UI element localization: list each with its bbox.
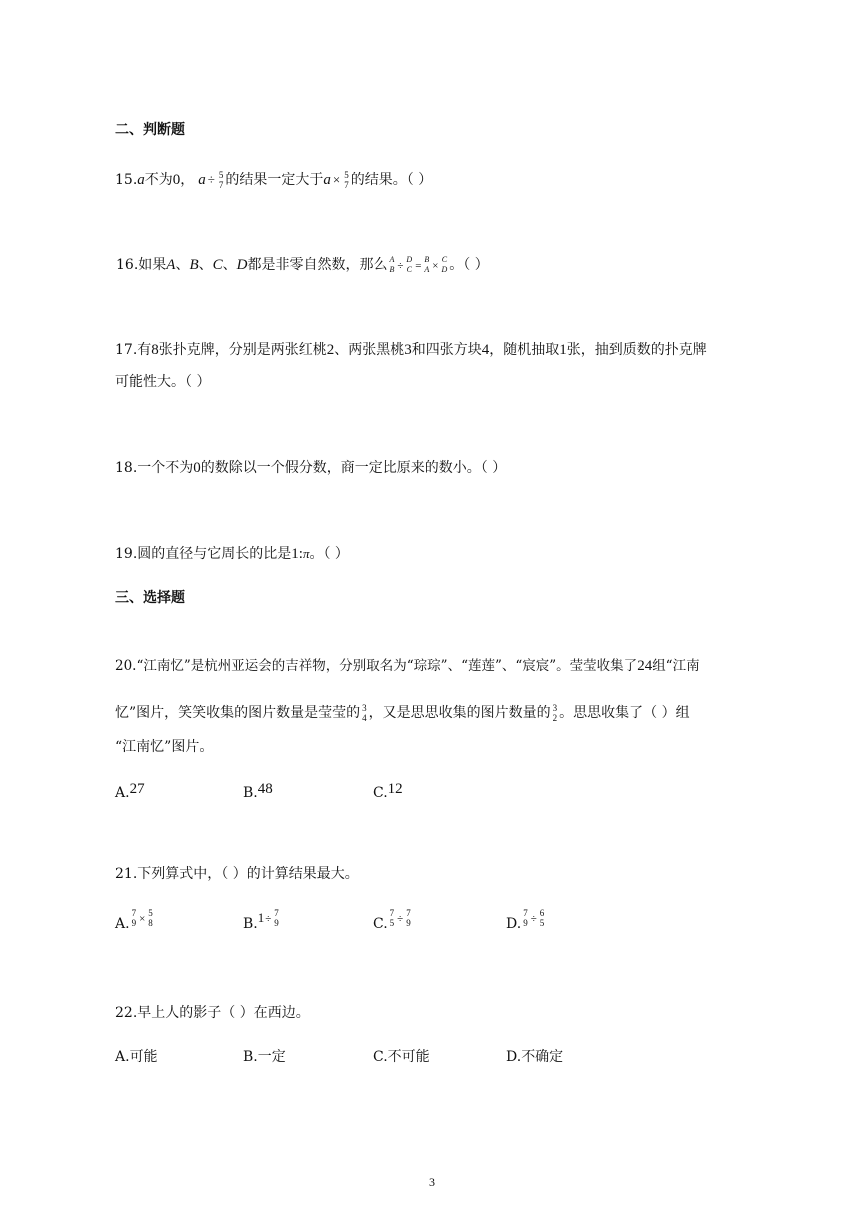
q17-text-f: 张，抽到质数的扑克牌 xyxy=(566,342,707,358)
q17-num-8: 8 xyxy=(151,342,159,358)
q21-a-f2-den: 8 xyxy=(148,918,153,928)
q21-d-op: ÷ xyxy=(530,913,537,925)
q16-fraction-2-num: D xyxy=(406,255,413,264)
q21-d-fraction-2 xyxy=(539,908,546,928)
q22-option-a-label: A. xyxy=(115,1049,130,1065)
q21-b-f2-den: 9 xyxy=(274,918,279,928)
q21-c-f2-den: 9 xyxy=(406,918,411,928)
question-20-line-2 xyxy=(115,703,690,723)
q21-b-whole: 1 xyxy=(257,910,265,925)
q19-text-a: 19.圆的直径与它周长的比是 xyxy=(115,546,292,562)
q16-fraction-1 xyxy=(388,255,395,275)
q20-option-a[interactable] xyxy=(115,779,145,803)
q19-ratio: 1: xyxy=(291,546,303,562)
q21-a-fraction-2 xyxy=(147,908,154,928)
q20-fraction-2-num: 3 xyxy=(552,703,558,713)
q15-zero: 0 xyxy=(172,172,181,188)
q20-text-2b: ，又是思思收集的图片数量的 xyxy=(368,705,551,721)
q15-mul-sign: × xyxy=(332,172,341,187)
question-22: 22.早上人的影子（ ）在西边。 xyxy=(115,1005,310,1021)
question-15 xyxy=(115,170,432,190)
q22-option-a-value: 可能 xyxy=(129,1049,158,1065)
q21-c-fraction-2 xyxy=(405,908,412,928)
q16-text-2: 。（ ） xyxy=(449,257,489,273)
q17-text-d: 和四张方块 xyxy=(411,342,482,358)
q21-option-d-label: D. xyxy=(506,916,522,932)
q21-c-f1-num: 7 xyxy=(389,908,395,918)
q19-text-b: 。（ ） xyxy=(309,546,349,562)
q21-a-f2-num: 5 xyxy=(148,908,153,918)
q16-equals-sign: = xyxy=(415,260,422,272)
q16-sep-3: 、 xyxy=(222,257,237,273)
q17-text-c: 、两张黑桃 xyxy=(334,342,405,358)
question-17-line-1 xyxy=(115,340,707,360)
q16-fraction-4-num: C xyxy=(441,255,448,264)
q16-fraction-3 xyxy=(423,255,430,275)
q21-b-op: ÷ xyxy=(265,913,272,925)
q22-option-d-value: 不确定 xyxy=(521,1049,564,1065)
q22-option-d[interactable] xyxy=(506,1047,563,1067)
q16-fraction-3-num: B xyxy=(424,255,430,264)
q15-var-a-2: a xyxy=(198,172,206,188)
section-heading-judgment: 二、判断题 xyxy=(115,122,185,138)
q20-text-2a: 忆”图片，笑笑收集的图片数量是莹莹的 xyxy=(115,705,361,721)
page-number: 3 xyxy=(429,1175,435,1189)
q21-d-f2-den: 5 xyxy=(539,918,545,928)
q20-fraction-1 xyxy=(361,703,368,723)
q18-zero: 0 xyxy=(193,460,201,476)
q15-text-4: 的结果。（ ） xyxy=(350,172,433,188)
q21-c-f1-den: 5 xyxy=(389,918,395,928)
q16-fraction-2 xyxy=(405,255,413,275)
q21-a-fraction-1 xyxy=(131,908,138,928)
q21-option-d[interactable] xyxy=(506,908,546,934)
q15-var-a-3: a xyxy=(323,172,331,188)
question-16 xyxy=(116,255,489,276)
q17-num-4: 4 xyxy=(481,342,490,358)
q15-text-3: 的结果一定大于 xyxy=(225,172,324,188)
q21-option-b-label: B. xyxy=(243,916,258,932)
q20-text-1a: 20.“江南忆”是杭州亚运会的吉祥物，分别取名为“琮琮”、“莲莲”、“宸宸”。莹莹收集了 xyxy=(115,658,638,674)
question-19 xyxy=(115,544,349,564)
q20-text-2c: 。思思收集了（ ）组 xyxy=(559,705,690,721)
q15-fraction-2-den: 7 xyxy=(344,180,349,190)
q20-num-24: 24 xyxy=(637,658,653,674)
q20-fraction-2-den: 2 xyxy=(552,713,558,723)
q22-option-c-label: C. xyxy=(373,1049,388,1065)
question-20-line-1 xyxy=(115,656,700,676)
q21-option-a-label: A. xyxy=(115,916,130,932)
q16-sep-1: 、 xyxy=(175,257,190,273)
q17-text-b: 张扑克牌，分别是两张红桃 xyxy=(158,342,327,358)
q21-c-f2-num: 7 xyxy=(406,908,411,918)
q16-mul-sign: × xyxy=(432,260,439,272)
q15-div-sign: ÷ xyxy=(207,172,215,187)
q21-a-f1-den: 9 xyxy=(131,918,137,928)
q19-pi: π xyxy=(302,546,310,561)
q15-number: 15. xyxy=(115,172,138,188)
q17-text-a: 17.有 xyxy=(115,342,152,358)
q21-d-f1-den: 9 xyxy=(523,918,528,928)
question-21: 21.下列算式中，（ ）的计算结果最大。 xyxy=(115,866,359,882)
section-heading-choice: 三、选择题 xyxy=(115,590,185,606)
q21-option-b[interactable] xyxy=(243,908,281,934)
q20-option-c[interactable] xyxy=(373,779,403,803)
q20-option-b-label: B. xyxy=(243,785,258,801)
q16-var-B: B xyxy=(189,257,199,273)
q16-number: 16.如果 xyxy=(116,257,167,273)
q18-text-b: 的数除以一个假分数，商一定比原来的数小。（ ） xyxy=(200,460,507,476)
q21-d-f2-num: 6 xyxy=(539,908,545,918)
q16-fraction-3-den: A xyxy=(424,265,430,274)
q17-text-e: ，随机抽取 xyxy=(489,342,560,358)
q15-fraction-1 xyxy=(218,170,225,190)
q21-option-a[interactable] xyxy=(115,908,155,934)
q15-text-1: 不为 xyxy=(144,172,173,188)
q20-fraction-1-num: 3 xyxy=(362,703,367,713)
q15-fraction-1-den: 7 xyxy=(218,180,224,190)
q22-option-c[interactable] xyxy=(373,1047,430,1067)
q17-num-2: 2 xyxy=(326,342,335,358)
q16-fraction-1-num: A xyxy=(389,255,395,264)
q16-var-C: C xyxy=(212,257,223,273)
q20-fraction-1-den: 4 xyxy=(362,713,367,723)
q21-option-c-label: C. xyxy=(373,916,388,932)
q20-text-1b: 组“江南 xyxy=(652,658,700,674)
q15-var-a: a xyxy=(137,172,145,188)
q22-option-b-label: B. xyxy=(243,1049,258,1065)
q21-c-fraction-1 xyxy=(389,908,396,928)
q20-option-b[interactable] xyxy=(243,779,273,803)
q15-fraction-1-num: 5 xyxy=(218,170,224,180)
question-18 xyxy=(115,458,506,478)
question-17-line-2: 可能性大。（ ） xyxy=(115,374,211,390)
q22-option-b-value: 一定 xyxy=(257,1049,286,1065)
q15-fraction-2-num: 5 xyxy=(344,170,349,180)
q15-fraction-2 xyxy=(343,170,350,190)
q21-c-op: ÷ xyxy=(397,913,404,925)
q15-text-2: ， xyxy=(180,172,195,188)
q22-option-d-label: D. xyxy=(506,1049,522,1065)
q20-option-b-value: 48 xyxy=(257,781,273,797)
q16-sep-2: 、 xyxy=(198,257,213,273)
question-20-line-3: “江南忆”图片。 xyxy=(115,739,214,755)
q16-fraction-1-den: B xyxy=(389,265,395,274)
q16-div-sign: ÷ xyxy=(397,260,404,272)
q16-var-D: D xyxy=(236,257,248,273)
q21-b-fraction xyxy=(273,908,280,928)
q18-text-a: 18.一个不为 xyxy=(115,460,194,476)
q21-option-c[interactable] xyxy=(373,908,413,934)
q16-fraction-4 xyxy=(441,255,449,275)
q17-num-3: 3 xyxy=(404,342,412,358)
q16-text-1: 都是非零自然数，那么 xyxy=(247,257,388,273)
q20-option-a-label: A. xyxy=(115,785,130,801)
q16-fraction-2-den: C xyxy=(406,265,412,274)
q20-fraction-2 xyxy=(552,703,559,723)
q20-option-c-value: 12 xyxy=(387,781,403,797)
q21-d-fraction-1 xyxy=(522,908,529,928)
q22-option-b[interactable] xyxy=(243,1047,286,1067)
q21-a-f1-num: 7 xyxy=(131,908,137,918)
q22-option-a[interactable] xyxy=(115,1047,158,1067)
q20-option-a-value: 27 xyxy=(129,781,145,797)
q21-d-f1-num: 7 xyxy=(523,908,528,918)
q20-option-c-label: C. xyxy=(373,785,388,801)
q21-b-f2-num: 7 xyxy=(274,908,279,918)
q21-a-op: × xyxy=(139,913,146,925)
q17-num-1: 1 xyxy=(559,342,567,358)
q16-var-A: A xyxy=(166,257,176,273)
q16-fraction-4-den: D xyxy=(441,265,448,274)
q22-option-c-value: 不可能 xyxy=(387,1049,430,1065)
